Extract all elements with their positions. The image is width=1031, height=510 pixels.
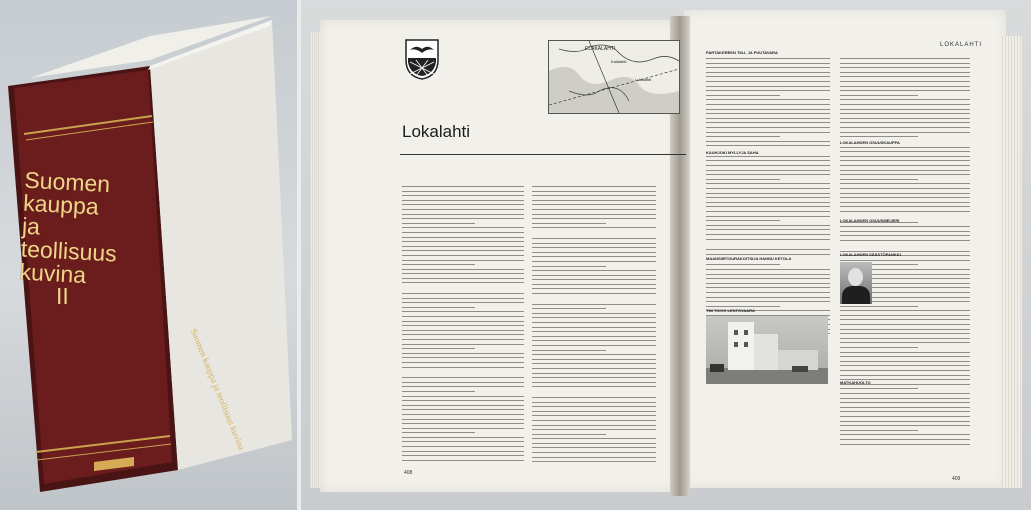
- text-line: [840, 430, 918, 431]
- text-line: [706, 141, 830, 142]
- text-line: [706, 183, 830, 184]
- text-line: [840, 118, 970, 119]
- text-line: [402, 278, 524, 279]
- text-line: [706, 132, 830, 133]
- text-line: [532, 368, 656, 369]
- text-line: [532, 434, 606, 435]
- text-line: [840, 160, 970, 161]
- text-line: [840, 329, 970, 330]
- text-line: [402, 353, 524, 354]
- text-line: [532, 411, 656, 412]
- left-page-column-1: [402, 186, 524, 464]
- cover-subtitle: Suomen kauppa ja teollisuus kuvina: [188, 327, 247, 452]
- text-line: [840, 206, 970, 207]
- text-line: [840, 365, 970, 366]
- text-line: [532, 373, 656, 374]
- text-line: [402, 311, 524, 312]
- text-line: [402, 446, 524, 447]
- spine-title: [19, 166, 155, 291]
- text-line: [402, 419, 524, 420]
- text-line: [532, 218, 656, 219]
- text-line: [402, 316, 524, 317]
- text-line: [532, 288, 656, 289]
- right-page-column-1: [706, 58, 830, 338]
- text-line: [706, 179, 780, 180]
- text-line: [706, 113, 830, 114]
- text-line: [706, 297, 830, 298]
- municipal-crest-icon: [404, 38, 440, 80]
- text-line: [840, 127, 970, 128]
- text-line: [706, 72, 830, 73]
- text-line: [402, 409, 524, 410]
- spine-title-line: kuvina: [19, 258, 87, 288]
- running-head: LOKALAHTI: [940, 42, 983, 48]
- text-line: [840, 398, 970, 399]
- text-line: [402, 428, 524, 429]
- text-line: [840, 235, 970, 236]
- text-line: [532, 359, 656, 360]
- text-line: [706, 136, 780, 137]
- text-line: [402, 209, 524, 210]
- text-line: [402, 227, 524, 228]
- text-line: [532, 443, 656, 444]
- text-line: [706, 188, 830, 189]
- text-line: [840, 132, 970, 133]
- text-line: [840, 338, 970, 339]
- section-head: MATKAHUOLTO: [840, 380, 871, 385]
- text-line: [532, 382, 656, 383]
- text-line: [840, 315, 970, 316]
- text-line: [840, 113, 970, 114]
- map-label: ELAKALAHTI: [585, 46, 616, 52]
- text-line: [840, 183, 970, 184]
- text-line: [840, 122, 970, 123]
- text-line: [840, 333, 970, 334]
- text-line: [532, 243, 656, 244]
- text-line: [402, 432, 475, 433]
- spine-title-line: kauppa: [22, 189, 100, 220]
- title-rule: [400, 154, 686, 155]
- text-line: [532, 322, 656, 323]
- text-line: [532, 313, 656, 314]
- text-line: [402, 334, 524, 335]
- text-line: [840, 425, 970, 426]
- text-line: [706, 95, 780, 96]
- text-line: [532, 336, 656, 337]
- building-photo: [706, 316, 828, 384]
- text-line: [402, 195, 524, 196]
- area-map: [548, 40, 680, 114]
- text-line: [532, 186, 656, 187]
- text-line: [706, 287, 830, 288]
- text-line: [402, 186, 524, 187]
- text-line: [532, 308, 606, 309]
- text-line: [402, 269, 524, 270]
- text-line: [402, 282, 524, 283]
- text-line: [706, 104, 830, 105]
- text-line: [706, 174, 830, 175]
- text-line: [402, 298, 524, 299]
- text-line: [706, 269, 830, 270]
- text-line: [402, 441, 524, 442]
- text-line: [840, 260, 970, 261]
- text-line: [402, 455, 524, 456]
- text-line: [402, 460, 524, 461]
- text-line: [840, 439, 970, 440]
- text-line: [840, 434, 970, 435]
- text-line: [706, 165, 830, 166]
- text-line: [840, 306, 918, 307]
- text-line: [532, 377, 656, 378]
- text-line: [532, 256, 656, 257]
- text-line: [402, 348, 475, 349]
- text-line: [532, 461, 656, 462]
- section-head: MAANSIIRTOURAKOITSIJA HANNU KETOLA: [706, 256, 792, 261]
- text-line: [402, 357, 524, 358]
- text-line: [840, 179, 918, 180]
- text-line: [402, 405, 524, 406]
- text-line: [532, 438, 656, 439]
- text-line: [840, 193, 970, 194]
- text-line: [402, 386, 524, 387]
- text-line: [840, 67, 970, 68]
- portrait-head: [848, 268, 863, 286]
- text-line: [840, 411, 970, 412]
- text-line: [706, 202, 830, 203]
- text-line: [840, 421, 970, 422]
- map-place: Lokalahti: [635, 77, 652, 82]
- text-line: [402, 223, 475, 224]
- text-line: [532, 195, 656, 196]
- text-line: [402, 293, 524, 294]
- text-line: [532, 270, 656, 271]
- text-line: [840, 347, 918, 348]
- text-line: [706, 292, 830, 293]
- spine-title-line: Suomen: [23, 166, 111, 198]
- text-line: [706, 225, 830, 226]
- text-line: [840, 165, 970, 166]
- text-line: [840, 90, 970, 91]
- text-line: [402, 344, 524, 345]
- text-line: [402, 362, 524, 363]
- portrait-photo: [840, 262, 872, 304]
- text-line: [840, 174, 970, 175]
- text-line: [706, 58, 830, 59]
- text-line: [532, 214, 656, 215]
- text-line: [706, 109, 830, 110]
- text-line: [706, 193, 830, 194]
- text-line: [402, 330, 524, 331]
- text-line: [840, 231, 970, 232]
- text-line: [706, 118, 830, 119]
- text-line: [402, 232, 524, 233]
- text-line: [706, 81, 830, 82]
- text-line: [532, 447, 656, 448]
- text-line: [402, 237, 524, 238]
- text-line: [532, 191, 656, 192]
- text-line: [840, 226, 970, 227]
- text-line: [840, 109, 970, 110]
- text-line: [840, 81, 970, 82]
- text-line: [706, 301, 830, 302]
- text-line: [706, 86, 830, 87]
- text-line: [532, 415, 656, 416]
- text-line: [706, 220, 780, 221]
- text-line: [532, 340, 656, 341]
- section-head: TMI TOIVO LENTOVAARA: [706, 308, 755, 313]
- left-page-column-2: [532, 186, 656, 466]
- text-line: [402, 400, 524, 401]
- text-line: [532, 363, 656, 364]
- text-line: [840, 76, 970, 77]
- text-line: [532, 200, 656, 201]
- text-line: [402, 307, 475, 308]
- spine-title-line: ja: [21, 212, 41, 240]
- text-line: [706, 90, 830, 91]
- text-line: [402, 200, 524, 201]
- text-line: [532, 247, 656, 248]
- text-line: [402, 321, 524, 322]
- text-line: [840, 402, 970, 403]
- text-line: [402, 218, 524, 219]
- text-line: [840, 361, 970, 362]
- text-line: [532, 284, 656, 285]
- text-line: [840, 197, 970, 198]
- spine-title-line: teollisuus: [20, 235, 118, 267]
- text-line: [706, 206, 830, 207]
- text-line: [706, 254, 830, 255]
- text-line: [532, 331, 656, 332]
- text-line: [402, 214, 524, 215]
- text-line: [840, 211, 970, 212]
- text-line: [840, 342, 970, 343]
- text-line: [840, 370, 970, 371]
- text-line: [840, 388, 918, 389]
- text-line: [840, 393, 970, 394]
- text-line: [706, 283, 830, 284]
- text-line: [402, 204, 524, 205]
- text-line: [840, 136, 918, 137]
- text-line: [532, 279, 656, 280]
- text-line: [706, 239, 830, 240]
- text-line: [532, 406, 656, 407]
- text-line: [840, 202, 970, 203]
- text-line: [706, 278, 830, 279]
- text-line: [840, 407, 970, 408]
- section-head: LOKALAHDEN OSUUSMEIJERI: [840, 218, 900, 223]
- text-line: [840, 240, 970, 241]
- text-line: [532, 350, 606, 351]
- text-line: [402, 273, 524, 274]
- text-line: [532, 261, 656, 262]
- text-line: [706, 63, 830, 64]
- text-line: [532, 420, 656, 421]
- text-line: [840, 156, 970, 157]
- text-line: [402, 437, 524, 438]
- text-line: [402, 414, 524, 415]
- text-line: [840, 416, 970, 417]
- text-line: [840, 147, 970, 148]
- map-drawing: [549, 41, 679, 113]
- building-drawing: [706, 316, 828, 384]
- text-line: [840, 356, 970, 357]
- text-line: [402, 250, 524, 251]
- text-line: [532, 327, 656, 328]
- text-line: [402, 241, 524, 242]
- text-line: [840, 63, 970, 64]
- text-line: [706, 160, 830, 161]
- text-line: [706, 216, 830, 217]
- text-line: [706, 211, 830, 212]
- text-line: [840, 170, 970, 171]
- text-line: [532, 317, 656, 318]
- text-line: [706, 67, 830, 68]
- text-line: [706, 122, 830, 123]
- text-line: [532, 425, 656, 426]
- text-line: [402, 264, 475, 265]
- text-line: [706, 76, 830, 77]
- text-line: [402, 325, 524, 326]
- text-line: [532, 397, 656, 398]
- text-line: [402, 302, 524, 303]
- text-line: [706, 197, 830, 198]
- text-line: [402, 367, 524, 368]
- text-line: [532, 304, 656, 305]
- text-line: [532, 223, 606, 224]
- text-line: [402, 451, 524, 452]
- text-line: [840, 72, 970, 73]
- text-line: [402, 423, 524, 424]
- text-line: [840, 99, 970, 100]
- text-line: [402, 382, 524, 383]
- text-line: [532, 386, 656, 387]
- text-line: [840, 319, 970, 320]
- text-line: [706, 234, 830, 235]
- text-line: [532, 429, 656, 430]
- text-line: [706, 249, 830, 250]
- text-line: [706, 264, 780, 265]
- text-line: [532, 402, 656, 403]
- text-line: [532, 204, 656, 205]
- text-line: [402, 339, 524, 340]
- text-line: [402, 377, 524, 378]
- chapter-title: Lokalahti: [402, 122, 471, 141]
- text-line: [402, 246, 524, 247]
- page-number-left: 408: [404, 470, 413, 476]
- text-line: [706, 306, 780, 307]
- section-head: KAUHJOKI MYLLYJA SAHA: [706, 150, 759, 155]
- page-edges-right: [1002, 36, 1022, 488]
- closed-book: [0, 0, 300, 510]
- text-line: [706, 156, 830, 157]
- text-line: [840, 86, 970, 87]
- text-line: [840, 375, 970, 376]
- text-line: [532, 457, 656, 458]
- text-line: [840, 104, 970, 105]
- text-line: [402, 255, 524, 256]
- text-line: [706, 99, 830, 100]
- text-line: [532, 345, 656, 346]
- text-line: [532, 275, 656, 276]
- text-line: [402, 391, 475, 392]
- text-line: [840, 444, 970, 445]
- text-line: [706, 229, 830, 230]
- page-number-right: 409: [952, 476, 961, 482]
- text-line: [706, 127, 830, 128]
- text-line: [706, 274, 830, 275]
- portrait-body: [842, 286, 870, 304]
- text-line: [532, 227, 656, 228]
- section-head: LOKALAHDEN OSUUSKAUPPA: [840, 140, 900, 145]
- text-line: [402, 260, 524, 261]
- text-line: [840, 324, 970, 325]
- text-line: [532, 252, 656, 253]
- text-line: [532, 354, 656, 355]
- section-head: LOKALAHDEN SÄÄSTÖPANKKI: [840, 252, 901, 257]
- section-head: PARTAKEREEN TIILI- JA PUUTAVARA: [706, 50, 778, 55]
- text-line: [840, 188, 970, 189]
- text-line: [532, 452, 656, 453]
- text-line: [840, 95, 918, 96]
- text-line: [532, 293, 656, 294]
- text-line: [402, 191, 524, 192]
- text-line: [532, 209, 656, 210]
- text-line: [840, 151, 970, 152]
- text-line: [840, 310, 970, 311]
- text-line: [402, 396, 524, 397]
- text-line: [532, 266, 606, 267]
- text-line: [706, 170, 830, 171]
- volume-number: II: [56, 283, 69, 309]
- text-line: [840, 352, 970, 353]
- text-line: [532, 238, 656, 239]
- text-line: [706, 145, 830, 146]
- map-place: Kalalahti: [611, 59, 627, 64]
- text-line: [840, 58, 970, 59]
